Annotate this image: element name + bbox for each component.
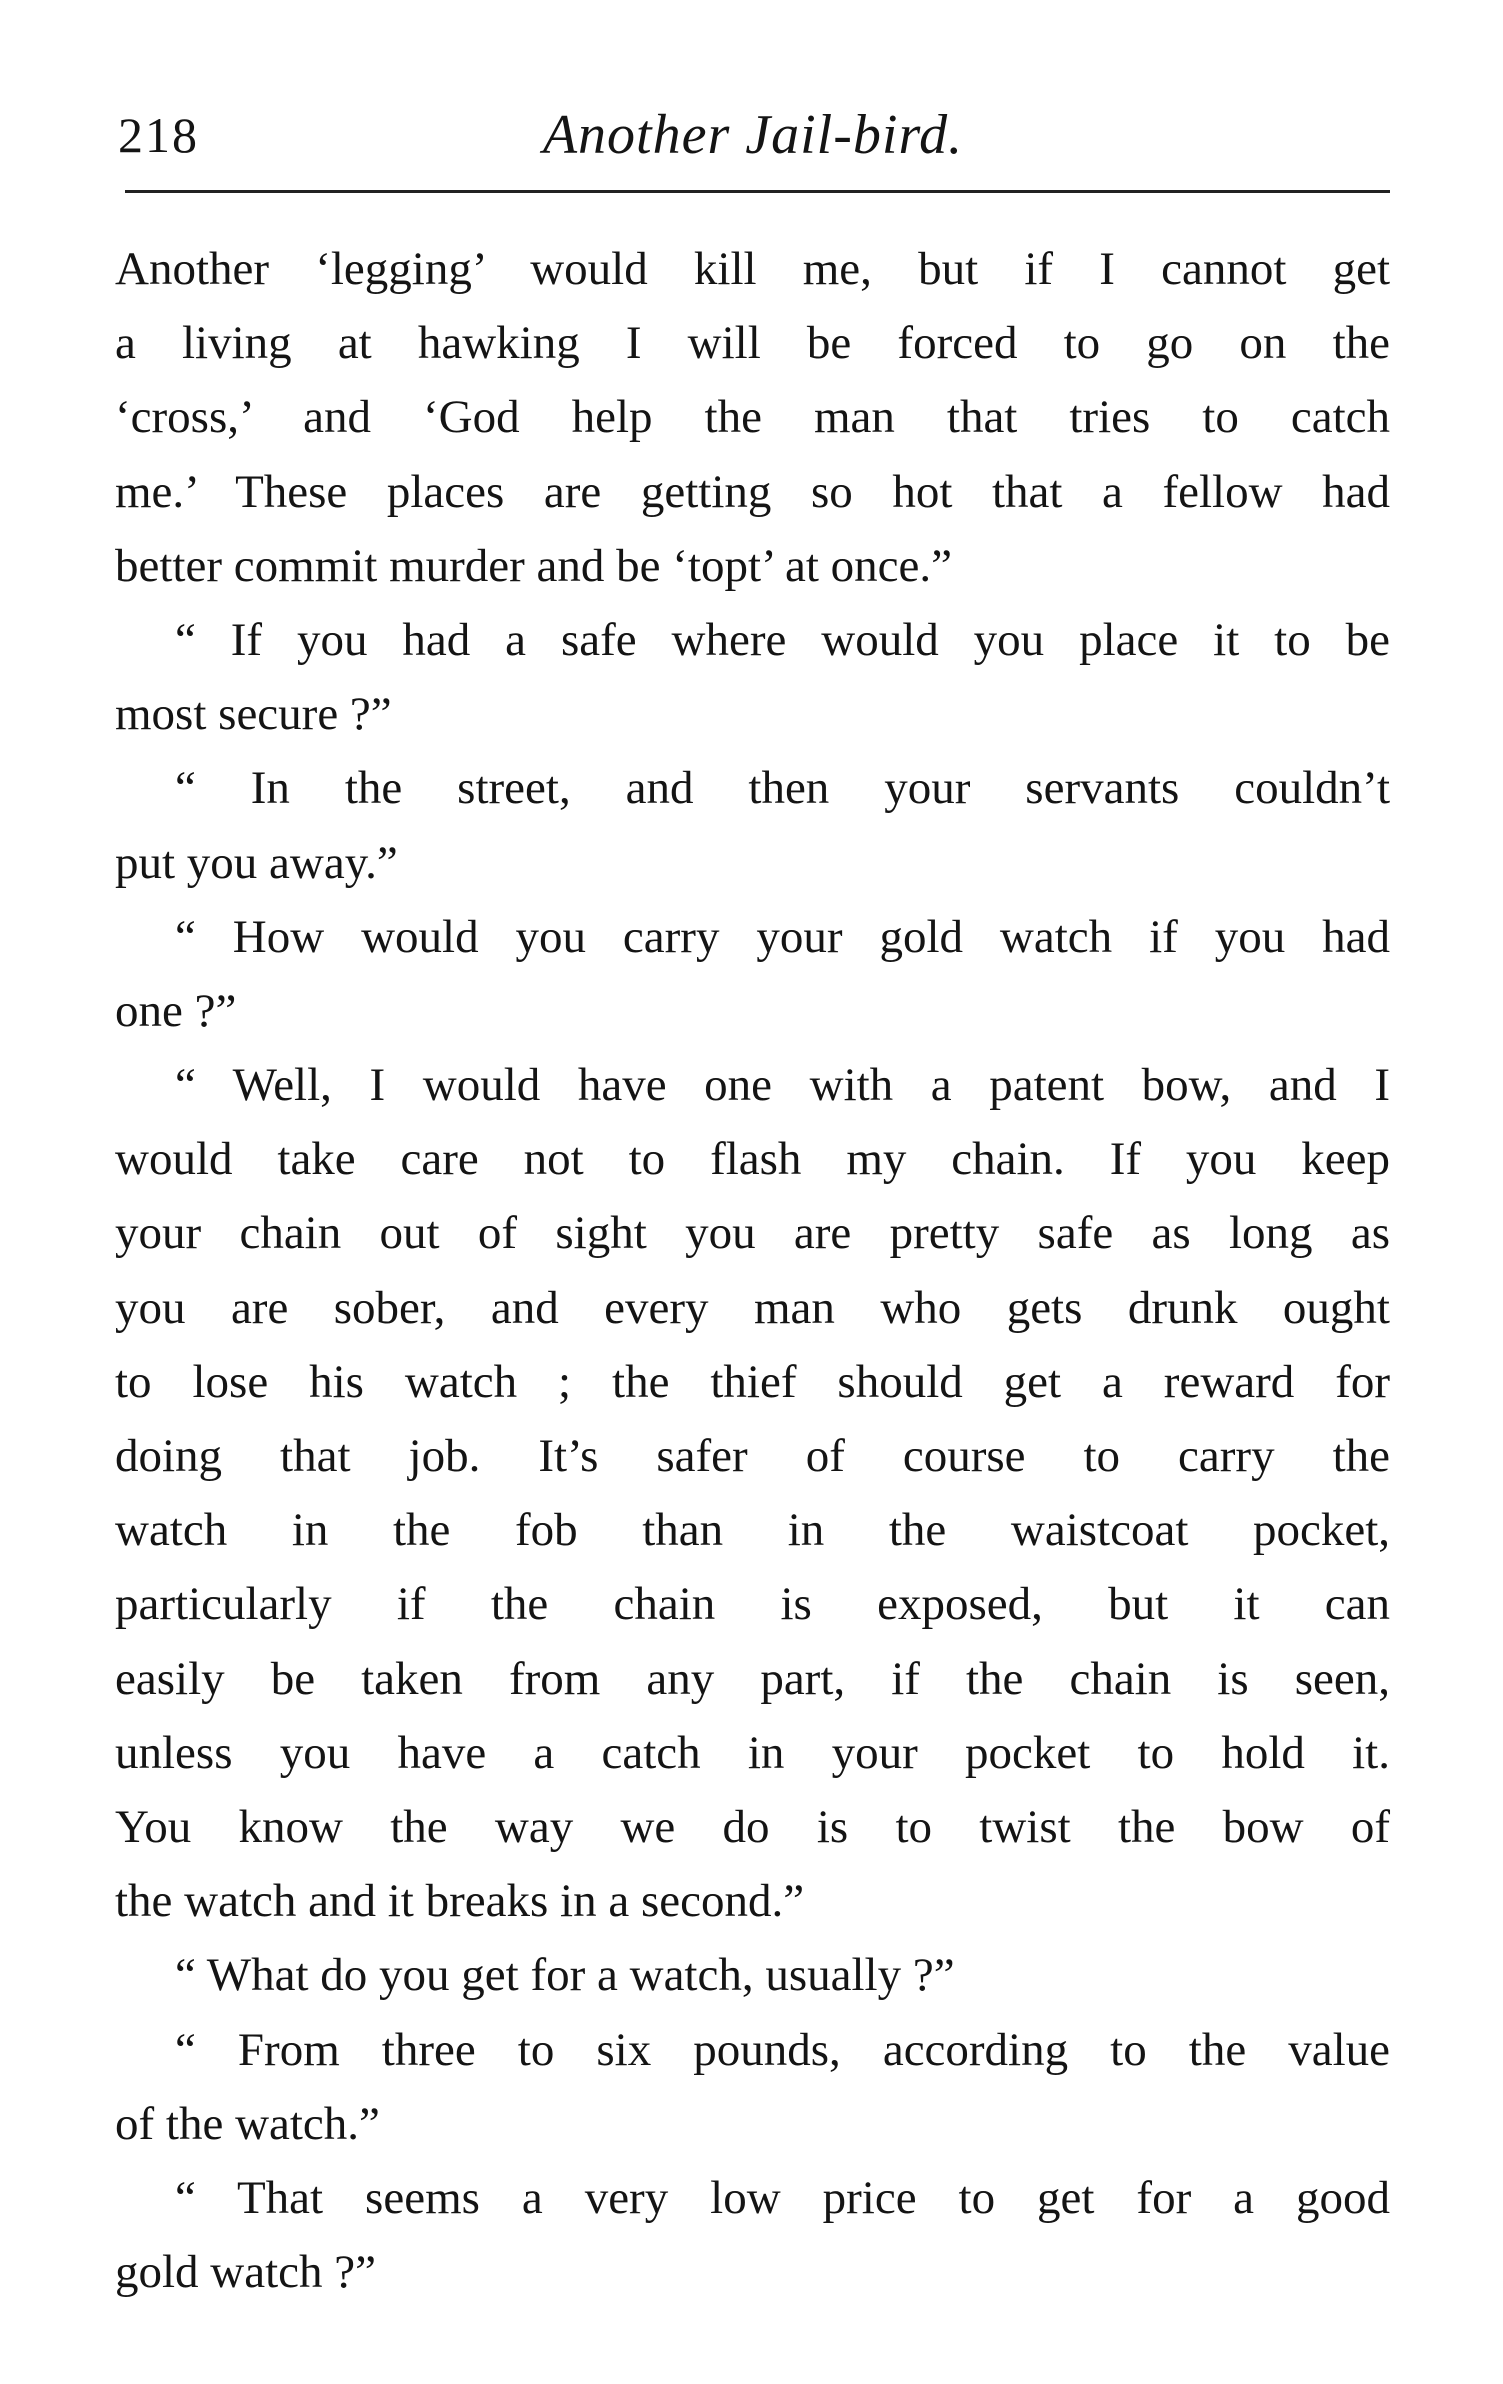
text-line: me.’ These places are getting so hot that a fellow had: [115, 465, 1390, 518]
text-line: a living at hawking I will be forced to go on the: [115, 317, 1390, 370]
text-line: “ In the street, and then your servants couldn’t: [175, 762, 1390, 815]
page-header: [118, 100, 1388, 190]
text-line: you are sober, and every man who gets drunk ought: [115, 1281, 1390, 1334]
body-text: [115, 232, 1390, 2309]
text-line: unless you have a catch in your pocket to hold it.: [115, 1726, 1390, 1779]
running-title: Another Jail-bird.: [542, 104, 964, 166]
text-line: your chain out of sight you are pretty safe as long as: [115, 1207, 1390, 1260]
text-line: gold watch ?”: [115, 2246, 377, 2299]
text-line: ‘cross,’ and ‘God help the man that tries to catch: [115, 391, 1390, 444]
text-line: “ If you had a safe where would you place it to be: [175, 613, 1390, 666]
text-line: “ Well, I would have one with a patent bow, and I: [175, 1059, 1390, 1112]
text-line: one ?”: [115, 984, 237, 1037]
text-line: “ From three to six pounds, according to the value: [175, 2023, 1390, 2076]
text-line: watch in the fob than in the waistcoat pocket,: [115, 1504, 1390, 1557]
page-number: 218: [118, 107, 199, 163]
text-line: Another ‘legging’ would kill me, but if I cannot get: [115, 243, 1390, 295]
text-line: of the watch.”: [115, 2097, 380, 2150]
text-line: most secure ?”: [115, 688, 392, 741]
text-line: easily be taken from any part, if the chain is seen,: [115, 1652, 1390, 1705]
header-rule: [125, 190, 1390, 193]
text-line: doing that job. It’s safer of course to carry the: [115, 1430, 1390, 1482]
text-line: “ How would you carry your gold watch if you had: [175, 910, 1390, 963]
text-line: to lose his watch ; the thief should get a reward for: [115, 1355, 1390, 1408]
text-line: would take care not to flash my chain. If you keep: [115, 1133, 1390, 1186]
text-line: the watch and it breaks in a second.”: [115, 1875, 805, 1928]
text-line: “ What do you get for a watch, usually ?”: [175, 1949, 955, 2002]
text-line: better commit murder and be ‘topt’ at once.”: [115, 539, 952, 592]
text-line: put you away.”: [115, 836, 398, 889]
text-line: You know the way we do is to twist the bow of: [115, 1800, 1390, 1853]
text-line: “ That seems a very low price to get for a good: [175, 2171, 1390, 2224]
text-line: particularly if the chain is exposed, but it can: [115, 1578, 1390, 1631]
